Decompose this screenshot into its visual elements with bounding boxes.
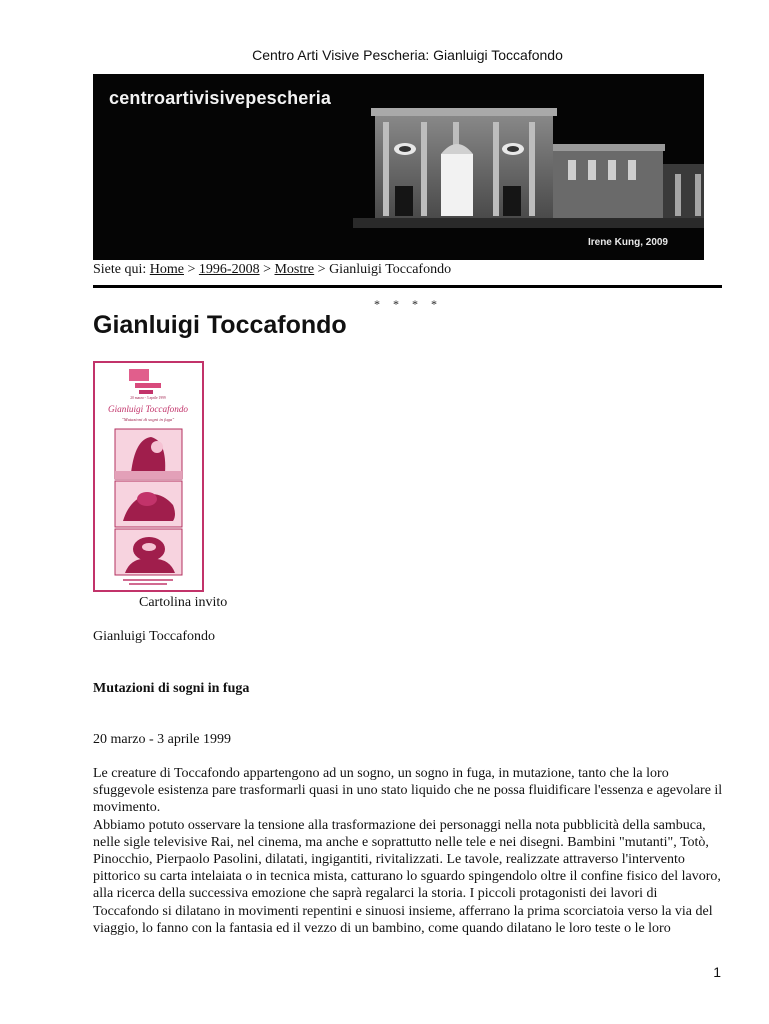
breadcrumb-separator: > [263, 262, 271, 277]
page-number: 1 [713, 964, 721, 980]
breadcrumb-link-home[interactable]: Home [149, 262, 184, 277]
breadcrumb-separator: > [317, 262, 326, 277]
invitation-card-frame-1 [115, 429, 182, 479]
exhibition-title: Mutazioni di sogni in fuga [93, 681, 250, 696]
article-paragraph: Le creature di Toccafondo appartengono ad un sogno, un sogno in fuga, in mutazione, tanto che la loro sfuggevole esistenza pare trasformarli quasi in uno stato liquido che ne possa fluidificare l'essenza e agevolare il movimento. [93, 766, 723, 816]
building-photo [353, 94, 704, 260]
invitation-card-frame-3 [115, 529, 182, 575]
article-body [93, 765, 725, 937]
invitation-card-title: Gianluigi Toccafondo [107, 404, 189, 414]
print-page-header: Centro Arti Visive Pescheria: Gianluigi Toccafondo [252, 47, 563, 63]
invitation-card-frame-2 [115, 481, 182, 527]
header-divider [93, 285, 722, 288]
breadcrumb-separator: > [187, 262, 196, 277]
invitation-card-artwork [95, 363, 202, 590]
site-banner [93, 74, 704, 260]
breadcrumb-link-1996-2008[interactable]: 1996-2008 [198, 262, 260, 277]
decorative-stars: * * * * [374, 297, 442, 311]
article-paragraph: Abbiamo potuto osservare la tensione alla trasformazione dei personaggi nella nota pubblicità della sambuca, nelle sigle televisive Rai, nel cinema, ma anche e soprattutto nelle tele e nei disegni. Bambini "mutanti", Totò, Pinocchio, Pierpaolo Pasolini, dilatati, ingigantiti, rivitalizzati. Le tavole, realizzate attraverso l'intervento pittorico su carta intelaiata o in tecnica mista, catturano lo sguardo spingendolo oltre il confine fisico del lavoro, alla ricerca della successiva emozione che saprà regalarci la storia. I piccoli protagonisti dei lavori di Toccafondo si dilatano in movimenti repentini e sinuosi insieme, afferrano la prima scorciatoia verso la via del viaggio, lo fanno con la fantasia ed il vezzo di un bambino, come quando dilatano le loro teste o le loro [93, 817, 721, 936]
photo-credit: Irene Kung, 2009 [587, 237, 668, 248]
artist-name: Gianluigi Toccafondo [93, 629, 216, 644]
breadcrumb-current: Gianluigi Toccafondo [329, 262, 452, 277]
exhibition-dates: 20 marzo - 3 aprile 1999 [93, 732, 232, 747]
invitation-card-image[interactable] [93, 361, 204, 592]
breadcrumb-prefix: Siete qui: [93, 262, 147, 277]
page-title: Gianluigi Toccafondo [93, 311, 347, 339]
site-logo[interactable]: centroartivisivepescheria [109, 88, 332, 108]
invitation-card-dates: 20 marzo - 3 aprile 1999 [130, 396, 166, 400]
breadcrumb-link-mostre[interactable]: Mostre [274, 262, 315, 277]
invitation-card-subtitle: "Mutazioni di sogni in fuga" [121, 417, 175, 422]
breadcrumb [93, 262, 451, 278]
invitation-caption: Cartolina invito [139, 595, 228, 610]
